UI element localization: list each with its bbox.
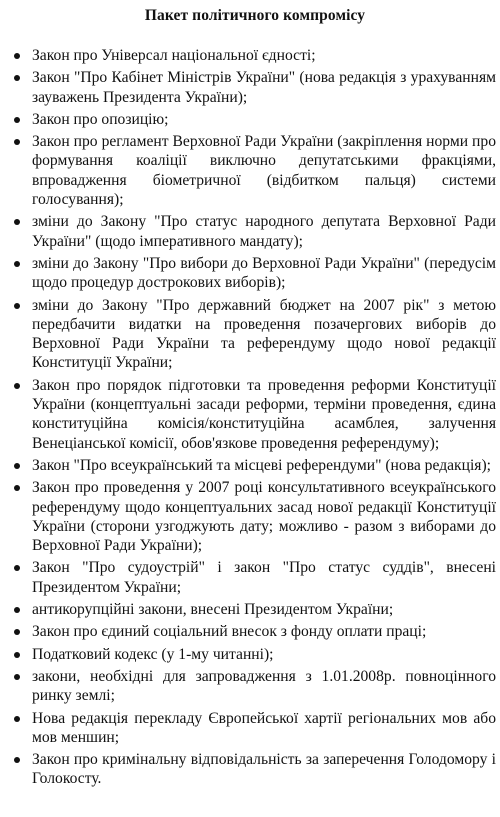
bullet-icon: [14, 716, 20, 722]
bullet-icon: [14, 463, 20, 469]
document-title: Пакет політичного компромісу: [144, 7, 366, 24]
list-item-text: Закон про опозицію;: [32, 110, 169, 128]
list-item-text: Закон "Про Кабінет Міністрів України" (нова редакція з урахуванням зауважень Президента України);: [32, 69, 496, 106]
bullet-icon: [14, 757, 20, 763]
bullet-icon: [14, 674, 20, 680]
list-item: [14, 750, 496, 789]
list-item: [14, 254, 496, 293]
list-item-text: Закон про регламент Верховної Ради України (закріплення норми про формування коаліції виключно депутатськими фракціями, впровадження біометричної (відбитком пальця) системи голосування);: [32, 133, 496, 209]
list-item-text: Закон про кримінальну відповідальність за заперечення Голодомору і Голокосту.: [32, 751, 496, 788]
list-item: [14, 68, 496, 107]
bullet-icon: [14, 652, 20, 658]
list-item: [14, 622, 496, 641]
list-item-text: Закон про Універсал національної єдності;: [32, 47, 316, 64]
list-item: [14, 132, 496, 209]
list-item: [14, 212, 496, 251]
compromise-list: [14, 46, 496, 789]
list-item: [14, 46, 496, 65]
list-item: [14, 558, 496, 597]
bullet-icon: [14, 383, 20, 389]
list-item: [14, 709, 496, 748]
bullet-icon: [14, 629, 20, 635]
list-item: [14, 667, 496, 706]
bullet-icon: [14, 607, 20, 613]
list-item: [14, 600, 496, 619]
list-item-text: зміни до Закону "Про державний бюджет на 2007 рік" з метою передбачити видатки на проведення позачергових виборів до Верховної Ради України та референдуму щодо нової редакції Конституції України;: [32, 296, 496, 372]
bullet-icon: [14, 75, 20, 81]
list-item-text: Податковий кодекс (у 1-му читанні);: [32, 645, 274, 663]
list-item-text: Закон "Про всеукраїнський та місцеві референдуми" (нова редакція);: [32, 456, 491, 474]
bullet-icon: [14, 261, 20, 267]
list-item: [14, 110, 496, 129]
list-item: [14, 456, 496, 475]
list-item-text: Закон про єдиний соціальний внесок з фонду оплати праці;: [32, 623, 427, 641]
list-item: [14, 478, 496, 555]
list-item: [14, 645, 496, 664]
bullet-icon: [14, 139, 20, 145]
bullet-icon: [14, 117, 20, 123]
list-item: [14, 296, 496, 373]
list-item-text: Закон про проведення у 2007 році консультативного всеукраїнського референдуму щодо концептуальних засад нової редакції Конституції України (сторони узгоджують дату; можливо - разом з виборами до Верховної Ради України);: [32, 479, 496, 555]
bullet-icon: [14, 565, 20, 571]
list-item-text: зміни до Закону "Про статус народного депутата Верховної Ради України" (щодо імперативного мандату);: [32, 213, 496, 250]
bullet-icon: [14, 219, 20, 225]
list-item: [14, 376, 496, 453]
bullet-icon: [14, 303, 20, 309]
list-item-text: Нова редакція перекладу Європейської хартії регіональних мов або мов меншин;: [32, 709, 496, 746]
list-item-text: Закон про порядок підготовки та проведення реформи Конституції України (концептуальні засади реформи, терміни проведення, єдина конституційна комісія/конституційна асамблея, залучення Венеціанської комісії, обов'язкове проведення референдуму);: [32, 376, 496, 452]
bullet-icon: [14, 53, 20, 59]
list-item-text: Закон "Про судоустрій" і закон "Про статус суддів", внесені Президентом України;: [32, 559, 496, 596]
bullet-icon: [14, 485, 20, 491]
list-item-text: закони, необхідні для запровадження з 1.01.2008р. повноцінного ринку землі;: [32, 667, 496, 705]
list-item-text: зміни до Закону "Про вибори до Верховної Ради України" (передусім щодо процедур дострокових виборів);: [32, 254, 496, 292]
list-item-text: антикорупційні закони, внесені Президентом України;: [32, 601, 394, 619]
